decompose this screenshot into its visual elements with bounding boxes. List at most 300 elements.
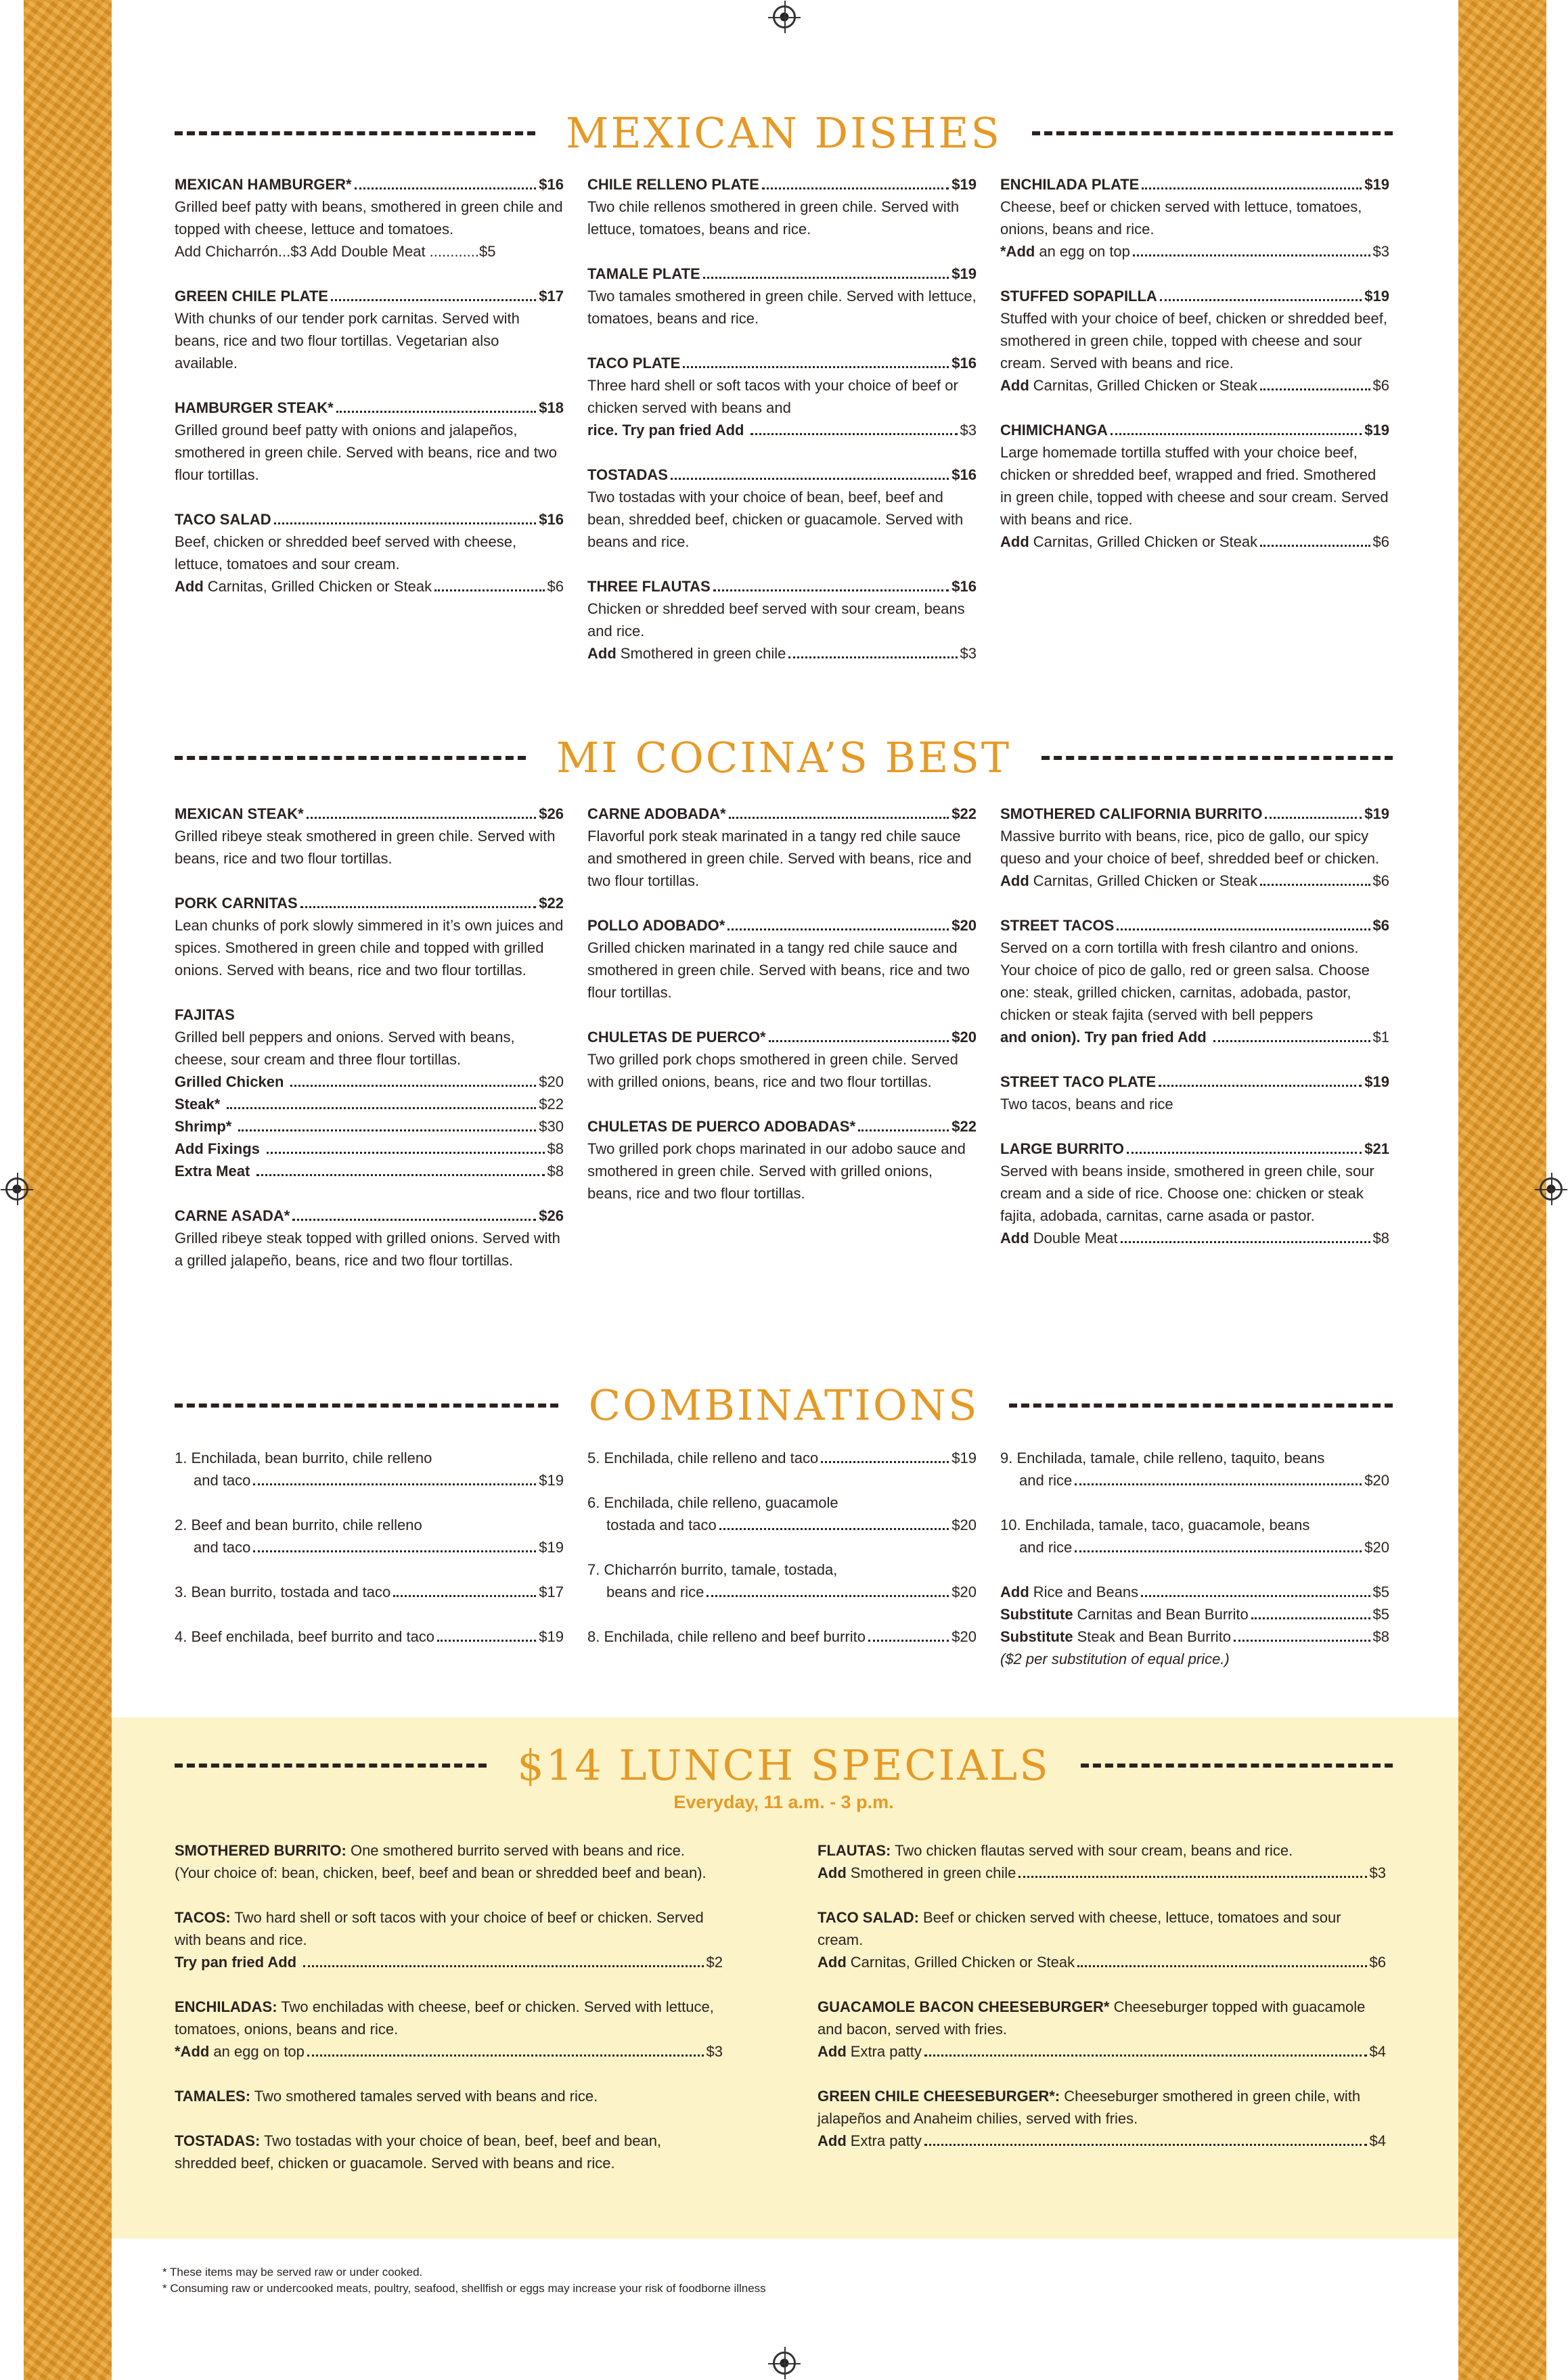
menu-item bbox=[1000, 419, 1389, 553]
option-price: $22 bbox=[539, 1096, 564, 1113]
lunch-item-text: Beef or chicken served with cheese, lettuce, tomatoes and sour cream. bbox=[817, 1909, 1341, 1948]
item-header bbox=[175, 1205, 564, 1227]
lunch-description bbox=[817, 1839, 1386, 1862]
section-title: MEXICAN DISHES bbox=[565, 108, 1002, 158]
item-description: Grilled bell peppers and onions. Served with beans, cheese, sour cream and three flour tortillas. bbox=[175, 1029, 515, 1068]
combo-text: and taco bbox=[194, 1472, 251, 1489]
right-decorative-border bbox=[1458, 0, 1546, 2380]
add-text: Smothered in green chile bbox=[850, 1864, 1016, 1881]
item-header bbox=[587, 575, 977, 598]
item-name: SMOTHERED CALIFORNIA BURRITO bbox=[1000, 805, 1263, 822]
combo-column bbox=[587, 1447, 977, 1670]
price-row bbox=[817, 1862, 1386, 1884]
item-name: MEXICAN HAMBURGER* bbox=[175, 176, 352, 193]
item-name: STREET TACO PLATE bbox=[1000, 1073, 1157, 1090]
item-name: CHIMICHANGA bbox=[1000, 422, 1108, 439]
lunch-item-text: Two chicken flautas served with sour cream, beans and rice. bbox=[895, 1842, 1293, 1859]
lunch-item bbox=[817, 1906, 1386, 1973]
lunch-item-name: ENCHILADAS: bbox=[175, 1998, 277, 2015]
add-text: Carnitas, Grilled Chicken or Steak bbox=[207, 578, 432, 595]
dot-leader bbox=[1117, 914, 1370, 930]
dot-leader bbox=[1133, 240, 1370, 256]
item-description: Two tostadas with your choice of bean, beef, beef and bean, shredded beef, chicken or guacamole. Served with beans and rice. bbox=[587, 489, 964, 550]
add-text: Double Meat bbox=[1033, 1230, 1118, 1247]
combo-price-row bbox=[587, 1514, 977, 1536]
item-description: Two chile rellenos smothered in green chile. Served with lettuce, tomatoes, beans and rice. bbox=[587, 198, 960, 238]
item-description: Massive burrito with beans, rice, pico de gallo, our spicy queso and your choice of beef, shredded beef or chicken. bbox=[1000, 828, 1380, 867]
add-text: Steak and Bean Burrito bbox=[1077, 1628, 1232, 1645]
combo-item bbox=[1000, 1514, 1389, 1558]
item-name: CHILE RELLENO PLATE bbox=[587, 176, 759, 193]
item-price: $16 bbox=[539, 176, 564, 193]
price-row bbox=[587, 642, 977, 665]
menu-column bbox=[1000, 803, 1389, 1272]
lunch-item-text: Cheeseburger smothered in green chile, with jalapeños and Anaheim chilies, served with fries. bbox=[817, 2088, 1361, 2127]
item-header bbox=[1000, 914, 1389, 937]
item-description: With chunks of our tender pork carnitas. Served with beans, rice and two flour tortillas. Vegetarian also available. bbox=[175, 310, 520, 372]
item-description: Two grilled pork chops marinated in our adobo sauce and smothered in green chile. Served with grilled onions, beans, rice and two flour tortillas. bbox=[587, 1140, 966, 1202]
section-title: COMBINATIONS bbox=[588, 1380, 979, 1430]
item-name: TAMALE PLATE bbox=[587, 265, 700, 282]
combo-text: tostada and taco bbox=[606, 1517, 717, 1533]
lunch-item-name: TACOS: bbox=[175, 1909, 231, 1926]
item-name: STUFFED SOPAPILLA bbox=[1000, 288, 1157, 305]
menu-item bbox=[587, 1115, 977, 1205]
item-price: $16 bbox=[951, 578, 977, 595]
dot-leader bbox=[253, 1469, 536, 1485]
add-text: an egg on top bbox=[213, 2043, 305, 2060]
item-name: CHULETAS DE PUERCO ADOBADAS* bbox=[587, 1118, 856, 1135]
item-header bbox=[175, 1004, 564, 1026]
combo-price: $17 bbox=[539, 1584, 564, 1600]
add-label: *Add bbox=[175, 2043, 210, 2060]
dot-leader bbox=[1111, 419, 1362, 435]
menu-item bbox=[1000, 285, 1389, 397]
price-row bbox=[1000, 1227, 1389, 1249]
combo-line: 1. Enchilada, bean burrito, chile relleno bbox=[175, 1450, 432, 1466]
item-name: FAJITAS bbox=[175, 1006, 235, 1023]
combo-text: and taco bbox=[194, 1539, 251, 1556]
dot-leader bbox=[703, 263, 949, 279]
item-description: Grilled ground beef patty with onions and jalapeños, smothered in green chile. Served with beans, rice and two flour tortillas. bbox=[175, 422, 557, 483]
item-header bbox=[1000, 419, 1389, 441]
add-text: Extra patty bbox=[850, 2043, 922, 2060]
add-text: Carnitas, Grilled Chicken or Steak bbox=[1033, 377, 1258, 394]
combo-column bbox=[175, 1447, 564, 1670]
item-price: $21 bbox=[1364, 1140, 1389, 1157]
dot-leader bbox=[307, 2040, 704, 2057]
dot-leader bbox=[1260, 374, 1370, 390]
item-header bbox=[587, 263, 977, 285]
dot-leader bbox=[274, 508, 537, 524]
combo-item bbox=[175, 1447, 564, 1491]
item-description: Two tacos, beans and rice bbox=[1000, 1096, 1173, 1113]
lunch-column bbox=[817, 1839, 1386, 2174]
dot-leader bbox=[683, 352, 949, 368]
footnotes bbox=[162, 2264, 766, 2297]
item-name: LARGE BURRITO bbox=[1000, 1140, 1124, 1157]
item-price: $17 bbox=[539, 288, 564, 305]
dot-leader bbox=[729, 803, 949, 819]
price-row bbox=[587, 419, 977, 441]
combo-item bbox=[175, 1625, 564, 1648]
dot-leader bbox=[1018, 1862, 1366, 1878]
menu-item bbox=[587, 575, 977, 665]
lunch-item bbox=[817, 2085, 1386, 2152]
divider bbox=[175, 1404, 558, 1408]
menu-item bbox=[175, 892, 564, 981]
item-header bbox=[587, 352, 977, 374]
lunch-description bbox=[175, 2130, 723, 2174]
menu-item bbox=[1000, 803, 1389, 892]
combo-item bbox=[587, 1491, 977, 1536]
price: $6 bbox=[1372, 377, 1389, 394]
item-header bbox=[175, 803, 564, 825]
menu-item bbox=[587, 803, 977, 892]
lunch-description bbox=[175, 1906, 723, 1951]
lunch-description bbox=[175, 1839, 723, 1884]
add-label: Try pan fried Add bbox=[175, 1954, 297, 1971]
dot-leader bbox=[434, 575, 544, 591]
price-row bbox=[817, 2040, 1386, 2063]
combo-price: $19 bbox=[539, 1472, 564, 1489]
combo-item bbox=[175, 1581, 564, 1603]
price: $3 bbox=[706, 2043, 723, 2060]
dot-leader bbox=[331, 285, 536, 301]
dot-leader bbox=[868, 1625, 949, 1642]
dot-leader bbox=[707, 1581, 949, 1597]
item-header bbox=[587, 1026, 977, 1048]
item-description: Beef, chicken or shredded beef served with cheese, lettuce, tomatoes and sour cream. bbox=[175, 533, 517, 572]
combo-text: and rice bbox=[1019, 1539, 1073, 1556]
item-price: $22 bbox=[951, 1118, 977, 1135]
item-description: Large homemade tortilla stuffed with your choice beef, chicken or shredded beef, wrapped and fried. Smothered in green chile, topped with cheese and sour cream. Served with beans and rice. bbox=[1000, 444, 1389, 528]
menu-item bbox=[175, 803, 564, 870]
dot-leader bbox=[300, 892, 537, 908]
combo-item bbox=[587, 1447, 977, 1469]
divider bbox=[1032, 131, 1393, 135]
item-name: GREEN CHILE PLATE bbox=[175, 288, 328, 305]
dot-leader bbox=[238, 1115, 536, 1131]
item-header bbox=[1000, 1071, 1389, 1093]
dot-leader bbox=[671, 464, 949, 480]
dot-leader bbox=[751, 419, 957, 435]
dot-leader bbox=[1251, 1603, 1370, 1619]
price: $6 bbox=[1369, 1954, 1386, 1971]
option-row bbox=[175, 1115, 564, 1138]
menu-column bbox=[587, 803, 977, 1227]
dot-leader bbox=[1121, 1227, 1370, 1243]
menu-column bbox=[1000, 173, 1389, 575]
dot-leader bbox=[1127, 1138, 1362, 1154]
combo-item bbox=[175, 1514, 564, 1558]
item-price: $20 bbox=[951, 1029, 977, 1046]
lunch-item bbox=[175, 2085, 723, 2107]
add-label: Add bbox=[1000, 377, 1029, 394]
option-price: $8 bbox=[547, 1163, 564, 1180]
lunch-item bbox=[175, 1906, 723, 1973]
add-text: Extra patty bbox=[850, 2132, 922, 2149]
lunch-item-name: GUACAMOLE BACON CHEESEBURGER* bbox=[817, 1998, 1110, 2015]
price: $1 bbox=[1372, 1029, 1389, 1046]
item-name: POLLO ADOBADO* bbox=[587, 917, 725, 934]
menu-item bbox=[175, 508, 564, 598]
dot-leader bbox=[393, 1581, 536, 1597]
dot-leader bbox=[1265, 803, 1362, 819]
item-price: $22 bbox=[951, 805, 977, 822]
dot-leader bbox=[256, 1160, 544, 1176]
dot-leader bbox=[719, 1514, 949, 1530]
dot-leader bbox=[290, 1071, 536, 1087]
combo-text: 8. Enchilada, chile relleno and beef burrito bbox=[587, 1628, 866, 1645]
item-header bbox=[1000, 803, 1389, 825]
dot-leader bbox=[924, 2130, 1367, 2146]
price: $6 bbox=[547, 578, 564, 595]
item-name: STREET TACOS bbox=[1000, 917, 1115, 934]
item-name: PORK CARNITAS bbox=[175, 895, 298, 912]
combo-text: beans and rice bbox=[606, 1584, 704, 1600]
item-description: Grilled ribeye steak smothered in green chile. Served with beans, rice and two flour tortillas. bbox=[175, 828, 556, 867]
price: $4 bbox=[1369, 2132, 1386, 2149]
combo-text: and rice bbox=[1019, 1472, 1073, 1489]
combo-line: 6. Enchilada, chile relleno, guacamole bbox=[587, 1494, 838, 1511]
lunch-item-name: FLAUTAS: bbox=[817, 1842, 891, 1859]
option-row bbox=[175, 1071, 564, 1093]
item-price: $19 bbox=[1364, 805, 1389, 822]
item-name: TACO PLATE bbox=[587, 355, 681, 372]
lunch-description bbox=[175, 2085, 723, 2107]
option-label: Steak* bbox=[175, 1096, 221, 1113]
add-text: an egg on top bbox=[1039, 243, 1130, 260]
price-row bbox=[1000, 531, 1389, 553]
registration-mark-icon bbox=[5, 1177, 28, 1200]
dot-leader bbox=[1075, 1469, 1362, 1485]
item-name: TACO SALAD bbox=[175, 511, 271, 528]
registration-mark-icon bbox=[773, 5, 796, 28]
item-header bbox=[175, 173, 564, 196]
lunch-item-name: SMOTHERED BURRITO: bbox=[175, 1842, 346, 1859]
price-row bbox=[1000, 1625, 1389, 1648]
add-label: Add bbox=[587, 645, 617, 662]
item-price: $16 bbox=[951, 466, 977, 483]
menu-item bbox=[1000, 1071, 1389, 1115]
lunch-description bbox=[817, 2085, 1386, 2130]
item-header bbox=[587, 914, 977, 937]
item-price: $19 bbox=[951, 265, 977, 282]
menu-column bbox=[175, 803, 564, 1294]
registration-mark-icon bbox=[773, 2352, 796, 2375]
dot-leader bbox=[253, 1536, 536, 1552]
item-header bbox=[175, 397, 564, 419]
item-name: CHULETAS DE PUERCO* bbox=[587, 1029, 766, 1046]
item-header bbox=[1000, 285, 1389, 307]
item-price: $16 bbox=[539, 511, 564, 528]
combo-list bbox=[1000, 1447, 1389, 1558]
combo-text: 5. Enchilada, chile relleno and taco bbox=[587, 1450, 819, 1466]
lunch-item bbox=[817, 1996, 1386, 2063]
menu-item bbox=[175, 397, 564, 486]
divider bbox=[1009, 1404, 1393, 1408]
add-label: Add bbox=[817, 2132, 847, 2149]
dot-leader bbox=[307, 803, 537, 819]
option-label: Add Fixings bbox=[175, 1140, 260, 1157]
item-price: $18 bbox=[539, 399, 564, 416]
combo-price-row bbox=[1000, 1536, 1389, 1558]
item-description: Stuffed with your choice of beef, chicken or shredded beef, smothered in green chile, topped with cheese and sour cream. Served with beans and rice. bbox=[1000, 310, 1387, 372]
item-name: CARNE ADOBADA* bbox=[587, 805, 726, 822]
combo-line: 10. Enchilada, tamale, taco, guacamole, beans bbox=[1000, 1517, 1310, 1533]
menu-item bbox=[587, 352, 977, 441]
dot-leader bbox=[1077, 1951, 1366, 1967]
combo-price: $20 bbox=[1364, 1472, 1389, 1489]
dot-leader bbox=[769, 1026, 949, 1042]
combo-line: 7. Chicharrón burrito, tamale, tostada, bbox=[587, 1561, 838, 1578]
combo-item bbox=[587, 1558, 977, 1603]
combo-line: 9. Enchilada, tamale, chile relleno, taquito, beans bbox=[1000, 1450, 1325, 1466]
option-row bbox=[175, 1160, 564, 1182]
price: $8 bbox=[1372, 1230, 1389, 1247]
lunch-item-name: TAMALES: bbox=[175, 2088, 251, 2105]
price-row bbox=[1000, 240, 1389, 263]
combo-price-row bbox=[175, 1581, 564, 1603]
combo-price: $20 bbox=[1364, 1539, 1389, 1556]
section-header-mexican-dishes bbox=[175, 108, 1393, 158]
menu-item bbox=[587, 464, 977, 553]
item-header bbox=[175, 892, 564, 914]
price: $8 bbox=[1372, 1628, 1389, 1645]
combo-price-row bbox=[175, 1469, 564, 1491]
menu-item bbox=[175, 1205, 564, 1272]
item-extra: Add Chicharrón...$3 Add Double Meat ............$5 bbox=[175, 243, 496, 260]
lunch-column bbox=[175, 1839, 723, 2197]
price: $4 bbox=[1369, 2043, 1386, 2060]
option-label: Shrimp* bbox=[175, 1118, 232, 1135]
menu-item bbox=[175, 285, 564, 374]
item-price: $19 bbox=[951, 176, 977, 193]
substitution-note: ($2 per substitution of equal price.) bbox=[1000, 1651, 1230, 1667]
item-description: Two tamales smothered in green chile. Served with lettuce, tomatoes, beans and rice. bbox=[587, 288, 977, 327]
divider bbox=[175, 131, 535, 135]
item-name: ENCHILADA PLATE bbox=[1000, 176, 1140, 193]
add-label: Add bbox=[817, 1864, 847, 1881]
lunch-item-name: TOSTADAS: bbox=[175, 2132, 261, 2149]
price-row bbox=[175, 2040, 723, 2063]
add-label: Add bbox=[1000, 1230, 1029, 1247]
price-row bbox=[1000, 1603, 1389, 1625]
item-price: $19 bbox=[1364, 176, 1389, 193]
add-label: and onion). Try pan fried Add bbox=[1000, 1029, 1207, 1046]
dot-leader bbox=[713, 575, 949, 591]
option-label: Grilled Chicken bbox=[175, 1073, 284, 1090]
menu-item bbox=[175, 173, 564, 263]
add-label: Substitute bbox=[1000, 1606, 1073, 1623]
price: $6 bbox=[1372, 872, 1389, 889]
item-price: $26 bbox=[539, 1207, 564, 1224]
price: $3 bbox=[960, 422, 977, 439]
divider bbox=[1081, 1764, 1393, 1768]
item-header bbox=[587, 173, 977, 196]
dot-leader bbox=[762, 173, 949, 189]
price: $6 bbox=[1372, 533, 1389, 550]
add-text: Smothered in green chile bbox=[620, 645, 786, 662]
add-label: Add bbox=[817, 2043, 847, 2060]
add-text: Carnitas, Grilled Chicken or Steak bbox=[1033, 872, 1258, 889]
dot-leader bbox=[1141, 1581, 1370, 1597]
price-row bbox=[1000, 1581, 1389, 1603]
dot-leader bbox=[1075, 1536, 1362, 1552]
add-label: rice. Try pan fried Add bbox=[587, 422, 744, 439]
combo-column bbox=[1000, 1447, 1389, 1670]
lunch-item-text: Two smothered tamales served with beans and rice. bbox=[254, 2088, 598, 2105]
item-name: CARNE ASADA* bbox=[175, 1207, 290, 1224]
menu-item bbox=[587, 173, 977, 240]
price-row bbox=[1000, 374, 1389, 397]
item-price: $19 bbox=[1364, 1073, 1389, 1090]
dot-leader bbox=[292, 1205, 536, 1221]
dot-leader bbox=[1234, 1625, 1370, 1642]
dot-leader bbox=[821, 1447, 949, 1463]
dot-leader bbox=[1213, 1026, 1370, 1042]
item-description: Served with beans inside, smothered in green chile, sour cream and a side of rice. Choose one: chicken or steak fajita, adobada, carnitas, carne asada or pastor. bbox=[1000, 1163, 1374, 1224]
lunch-description bbox=[175, 1996, 723, 2040]
add-label: Add bbox=[817, 1954, 847, 1971]
dot-leader bbox=[1159, 1071, 1362, 1087]
price: $3 bbox=[1372, 243, 1389, 260]
lunch-item-name: GREEN CHILE CHEESEBURGER*: bbox=[817, 2088, 1060, 2105]
dot-leader bbox=[267, 1138, 545, 1154]
combo-price: $20 bbox=[951, 1584, 977, 1600]
item-name: TOSTADAS bbox=[587, 466, 668, 483]
item-name: THREE FLAUTAS bbox=[587, 578, 711, 595]
item-header bbox=[587, 464, 977, 486]
option-price: $8 bbox=[547, 1140, 564, 1157]
price: $3 bbox=[960, 645, 977, 662]
lunch-item bbox=[817, 1839, 1386, 1884]
add-text: Carnitas and Bean Burrito bbox=[1077, 1606, 1249, 1623]
combo-price-row bbox=[587, 1581, 977, 1603]
option-row bbox=[175, 1093, 564, 1115]
menu-item bbox=[587, 914, 977, 1004]
add-label: Add bbox=[1000, 1584, 1029, 1600]
item-description: Grilled ribeye steak topped with grilled onions. Served with a grilled jalapeño, beans, rice and two flour tortillas. bbox=[175, 1230, 560, 1269]
lunch-item bbox=[175, 1839, 723, 1884]
dot-leader bbox=[788, 642, 957, 658]
dot-leader bbox=[1160, 285, 1362, 301]
section-title: MI COCINA’S BEST bbox=[556, 733, 1012, 782]
add-text: Carnitas, Grilled Chicken or Steak bbox=[1033, 533, 1258, 550]
section-header-mi-cocinas-best bbox=[175, 733, 1393, 782]
dot-leader bbox=[727, 914, 949, 930]
section-header-combinations bbox=[175, 1380, 1393, 1430]
dot-leader bbox=[1142, 173, 1362, 189]
item-name: MEXICAN STEAK* bbox=[175, 805, 304, 822]
combo-text: 3. Bean burrito, tostada and taco bbox=[175, 1584, 391, 1600]
price: $2 bbox=[706, 1954, 723, 1971]
item-price: $19 bbox=[1364, 288, 1389, 305]
item-price: $26 bbox=[539, 805, 564, 822]
price-row bbox=[1000, 870, 1389, 892]
lunch-description bbox=[817, 1906, 1386, 1951]
dot-leader bbox=[924, 2040, 1367, 2057]
combo-price-row bbox=[587, 1447, 977, 1469]
item-description: Grilled beef patty with beans, smothered in green chile and topped with cheese, lettuce and tomatoes. bbox=[175, 198, 563, 238]
item-description: Chicken or shredded beef served with sour cream, beans and rice. bbox=[587, 600, 965, 639]
combo-price: $20 bbox=[951, 1628, 977, 1645]
lunch-item bbox=[175, 1996, 723, 2063]
price-row bbox=[1000, 1026, 1389, 1048]
dot-leader bbox=[1260, 870, 1370, 886]
item-price: $16 bbox=[951, 355, 977, 372]
